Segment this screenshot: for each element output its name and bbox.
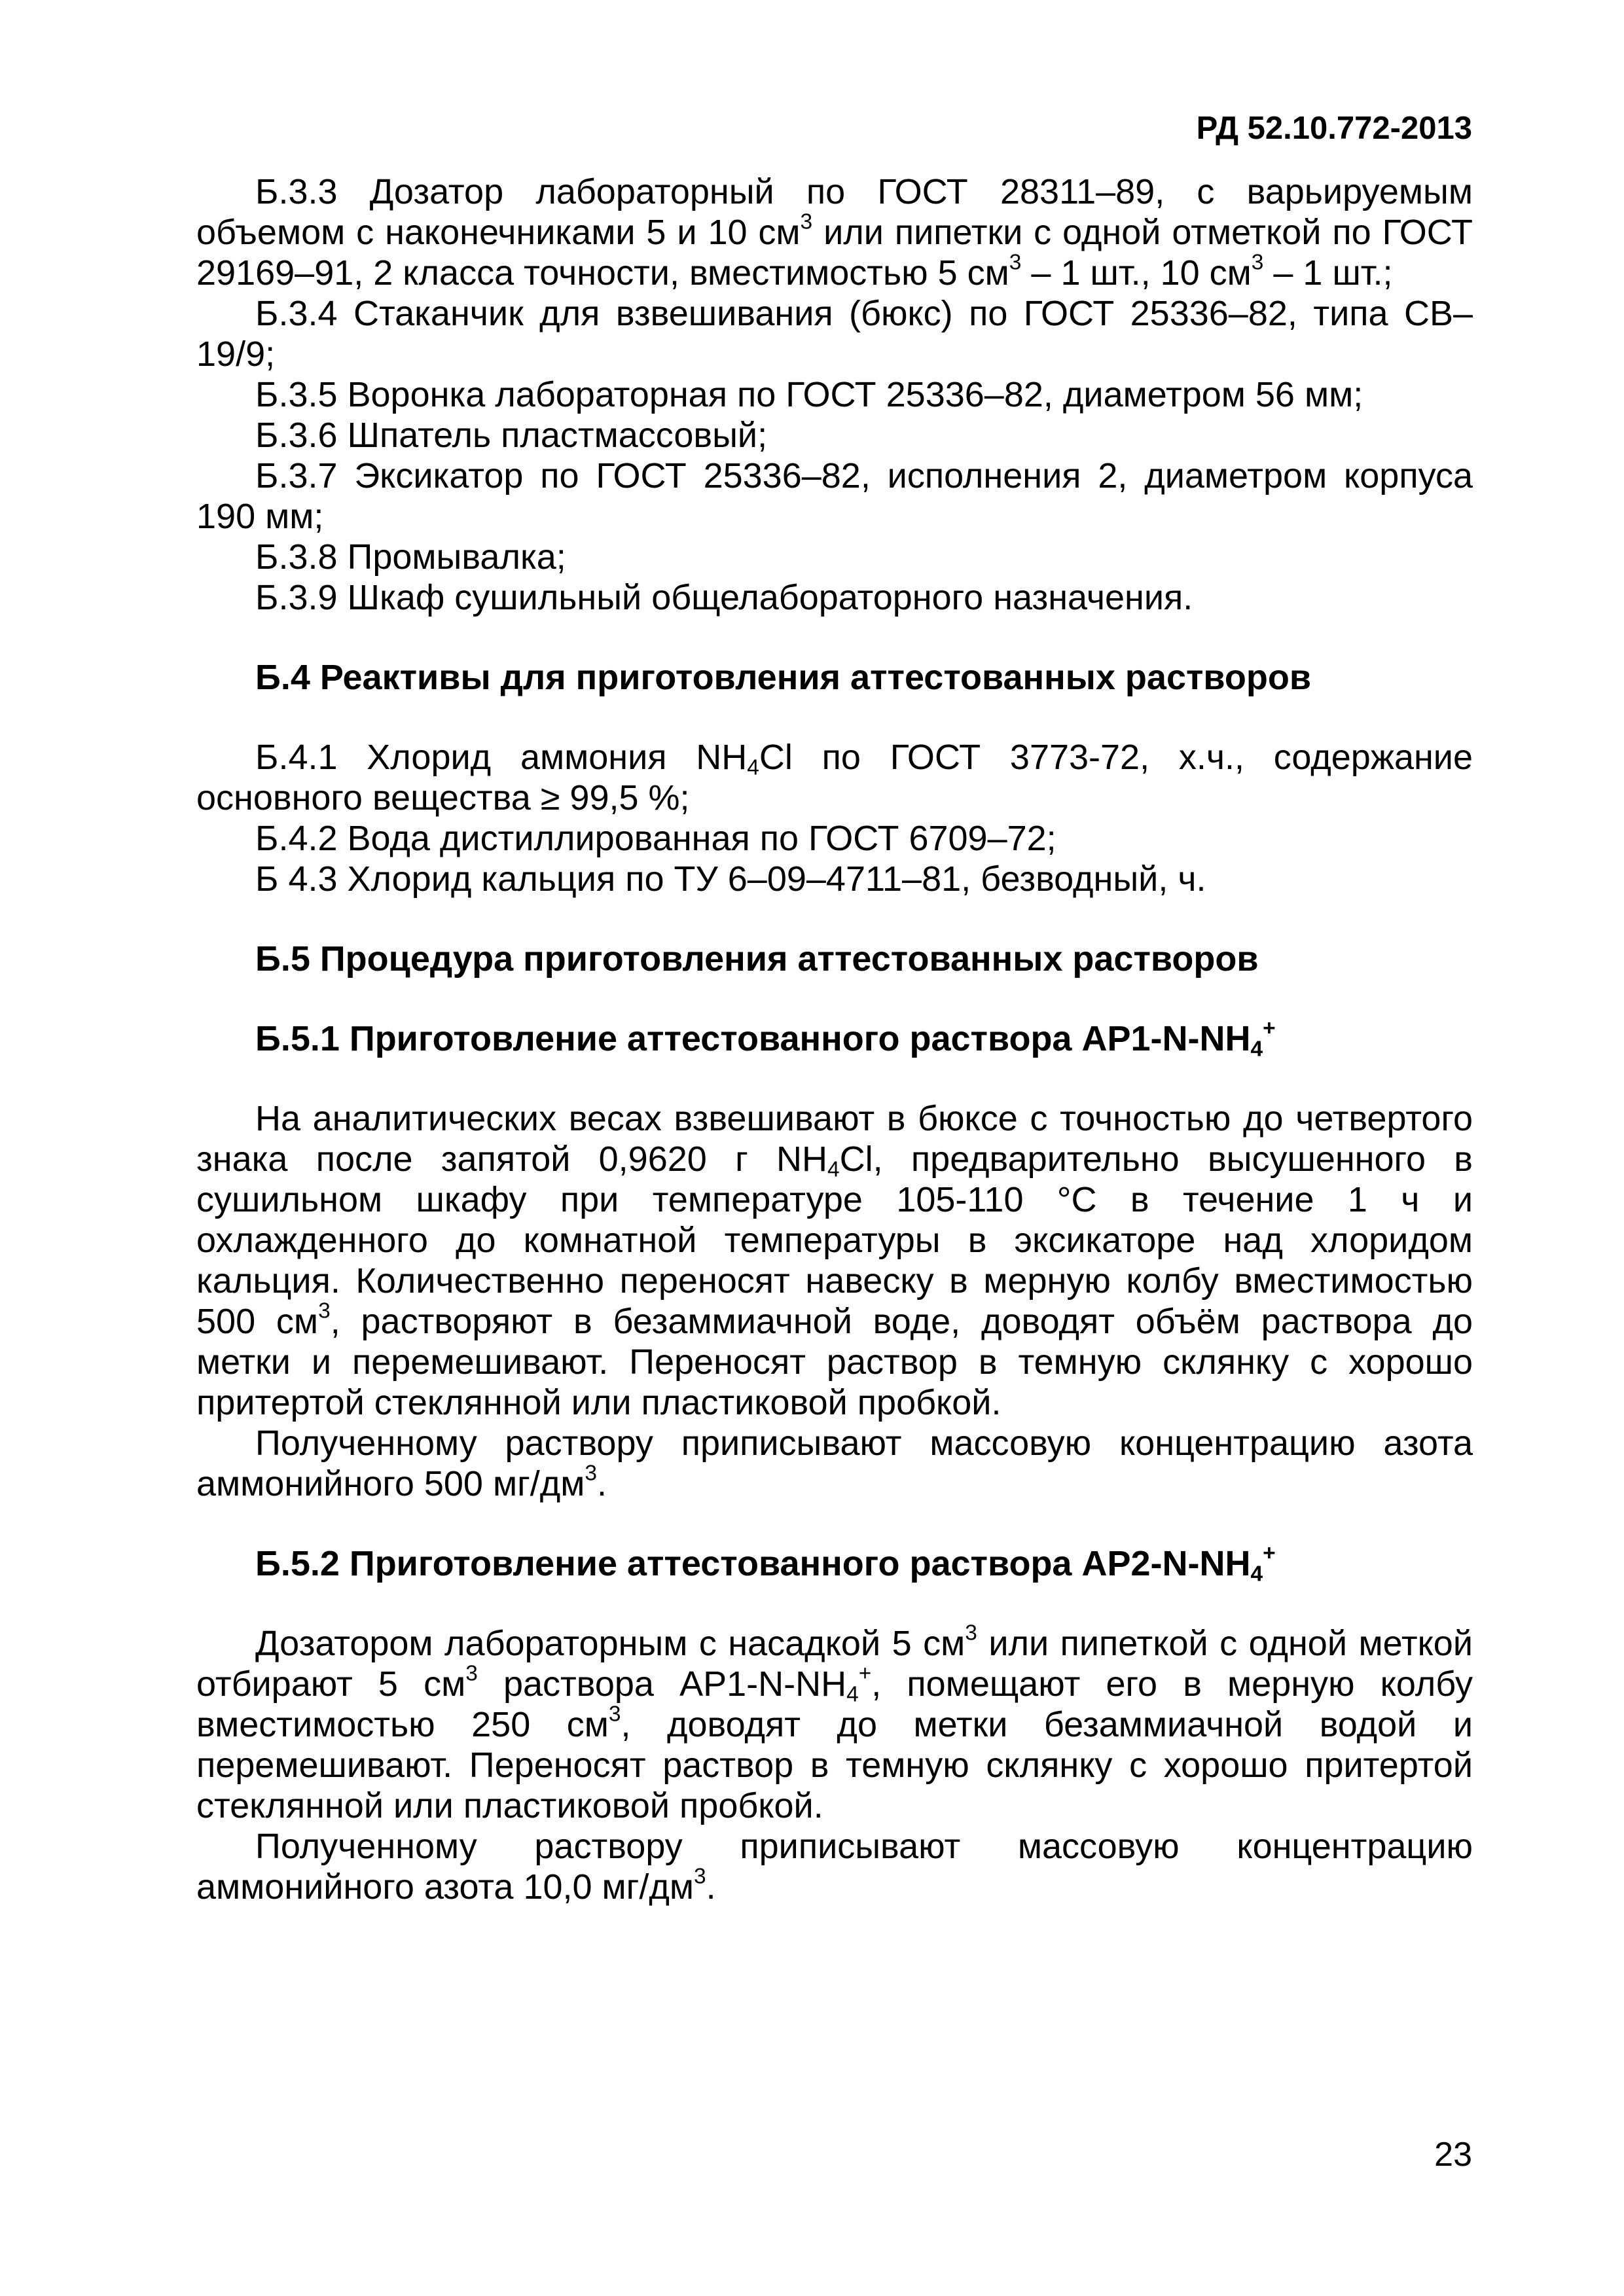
item-b3-6: Б.3.6 Шпатель пластмассовый; xyxy=(255,416,768,455)
subsection-heading-b5-2: Б.5.2 Приготовление аттестованного раствора $АР2-N-NH_4^+$ xyxy=(255,1541,1276,1587)
item-b3-8: Б.3.8 Промывалка; xyxy=(255,537,566,577)
item-b3-3: Б.3.3 Дозатор лабораторный по ГОСТ 28311–89, с варьируемым объемом с наконечниками 5 и 10 $см^3$ или пипетки с одной отметкой по ГОСТ 29169–91, 2 класса точности, вместимостью 5 $см^3 - 1$ шт., 10 $см^3 - 1$ шт.; xyxy=(196,172,1473,293)
section-heading-b4: Б.4 Реактивы для приготовления аттестованных растворов xyxy=(255,658,1312,697)
page-number: 23 xyxy=(1434,2136,1472,2174)
item-b4-1: Б.4.1 Хлорид аммония $NH_4Cl$ по ГОСТ 3773-72, х.ч., содержание основного вещества ≥ 99,5 %; xyxy=(196,738,1473,817)
item-b3-7: Б.3.7 Эксикатор по ГОСТ 25336–82, исполнения 2, диаметром корпуса 190 мм; xyxy=(196,456,1473,536)
item-b3-9: Б.3.9 Шкаф сушильный общелабораторного назначения. xyxy=(255,578,1193,617)
item-b3-5: Б.3.5 Воронка лабораторная по ГОСТ 25336–82, диаметром 56 мм; xyxy=(255,375,1363,414)
document-code: РД 52.10.772-2013 xyxy=(1196,111,1472,146)
subsection-heading-b5-1: Б.5.1 Приготовление аттестованного раствора $АР1-N-NH_4^+$ xyxy=(255,1016,1276,1062)
paragraph-b5-1-procedure: На аналитических весах взвешивают в бюксе с точностью до четвертого знака после запятой 0,9620 г $NH_4Cl$, предварительно высушенного в сушильном шкафу при температуре 105-110 °С в течение 1 ч и охлажденного до комнатной температуры в эксикаторе над хлоридом кальция. Количественно переносят навеску в мерную колбу вместимостью 500 $см^3$, растворяют в безаммиачной воде, доводят объём раствора до метки и перемешивают. Переносят раствор в темную склянку с хорошо притертой стеклянной или пластиковой пробкой. xyxy=(196,1099,1473,1422)
paragraph-b5-2-concentration: Полученному раствору приписывают массовую концентрацию аммонийного азота 10,0 $мг/дм^3$. xyxy=(196,1827,1473,1907)
item-b4-2: Б.4.2 Вода дистиллированная по ГОСТ 6709–72; xyxy=(255,819,1056,858)
item-b3-4: Б.3.4 Стаканчик для взвешивания (бюкс) по ГОСТ 25336–82, типа СВ–19/9; xyxy=(196,294,1473,374)
page-body xyxy=(196,171,1473,1907)
section-heading-b5: Б.5 Процедура приготовления аттестованных растворов xyxy=(255,939,1259,978)
item-b4-3: Б 4.3 Хлорид кальция по ТУ 6–09–4711–81, безводный, ч. xyxy=(255,859,1206,899)
paragraph-b5-1-concentration: Полученному раствору приписывают массовую концентрацию азота аммонийного 500 $мг/дм^3$. xyxy=(196,1424,1473,1503)
paragraph-b5-2-procedure: Дозатором лабораторным с насадкой 5 $см^3$ или пипеткой с одной меткой отбирают 5 $см^3$ раствора $АР1-N-NH_4^+$, помещают его в мерную колбу вместимостью 250 $см^3$, доводят до метки безаммиачной водой и перемешивают. Переносят раствор в темную склянку с хорошо притертой стеклянной или пластиковой пробкой. xyxy=(196,1621,1473,1825)
